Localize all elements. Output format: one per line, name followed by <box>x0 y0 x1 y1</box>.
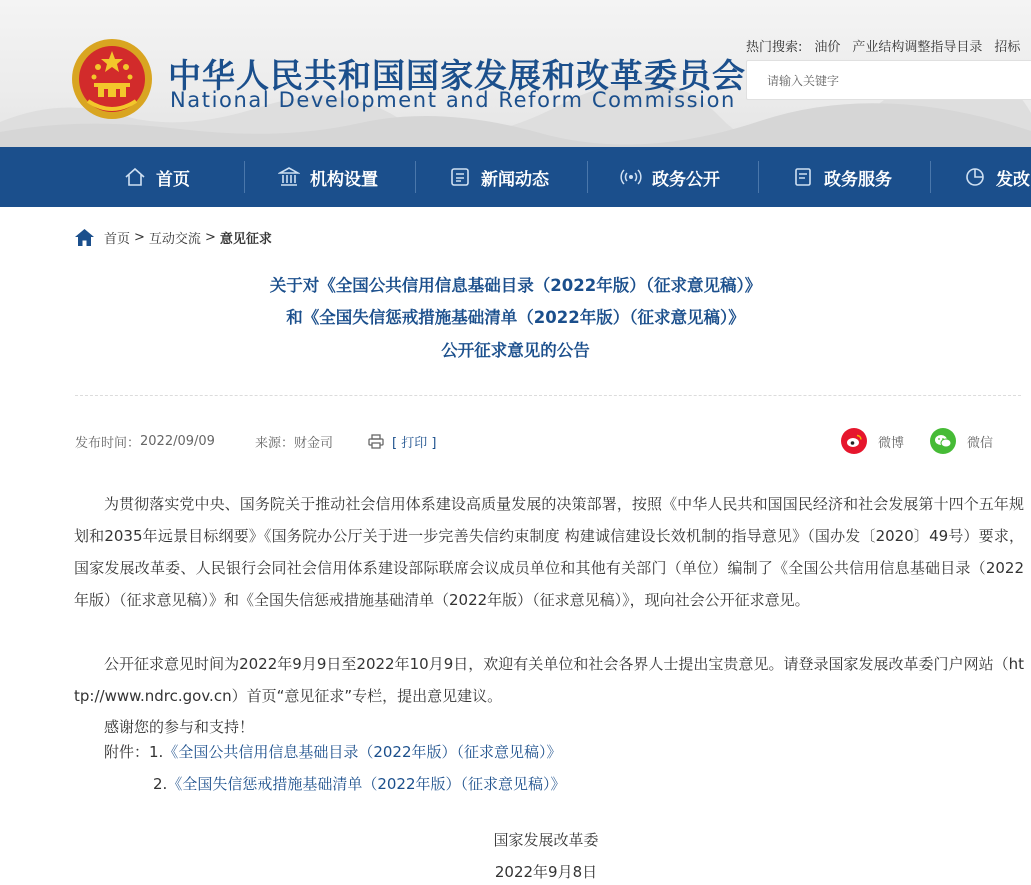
article-title-line: 和《全国失信惩戒措施基础清单（2022年版）（征求意见稿）》 <box>286 308 745 327</box>
article-paragraph: 公开征求意见时间为2022年9月9日至2022年10月9日，欢迎有关单位和社会各界人士提出宝贵意见。请登录国家发展改革委门户网站（http://www.ndrc.gov.cn）首页“意见征求”专栏，提出意见建议。 <box>74 655 1024 705</box>
nav-divider <box>244 161 245 193</box>
source-label: 来源： <box>255 436 295 451</box>
hot-search-label: 热门搜索: <box>746 40 803 55</box>
share-weibo-label: 微博 <box>878 435 905 451</box>
article-title-line: 关于对《全国公共信用信息基础目录（2022年版）（征求意见稿）》 <box>269 276 762 295</box>
nav-item-label: 政务公开 <box>652 169 720 190</box>
national-emblem-logo[interactable] <box>70 37 154 121</box>
nav-item-label: 机构设置 <box>310 169 378 190</box>
breadcrumb-separator: > <box>204 230 216 245</box>
search-box <box>746 60 1031 100</box>
share-wechat-label: 微信 <box>967 435 994 451</box>
print-button[interactable] <box>368 432 436 451</box>
publish-info <box>75 432 215 451</box>
hot-search-term[interactable]: 招标 <box>994 40 1021 55</box>
nav-item-news[interactable] <box>449 147 549 207</box>
site-header <box>0 0 1031 147</box>
pie-chart-icon <box>964 167 986 187</box>
nav-item-institution[interactable] <box>278 147 378 207</box>
printer-icon <box>368 434 384 449</box>
weibo-icon <box>841 428 867 454</box>
nav-divider <box>415 161 416 193</box>
print-label: [ 打印 ] <box>392 436 437 451</box>
institution-icon <box>278 167 300 187</box>
hot-search-term[interactable]: 油价 <box>814 40 841 55</box>
nav-item-label: 首页 <box>156 169 190 190</box>
breadcrumb-home[interactable]: 首页 <box>104 232 131 247</box>
breadcrumb-section[interactable]: 互动交流 <box>148 232 201 247</box>
document-icon <box>792 167 814 187</box>
signature-org: 国家发展改革委 <box>493 831 599 849</box>
share-weibo[interactable] <box>841 428 904 454</box>
nav-item-services[interactable] <box>792 147 892 207</box>
home-icon[interactable] <box>75 229 94 246</box>
wechat-icon <box>930 428 956 454</box>
nav-item-label: 政务服务 <box>824 169 892 190</box>
attachment-link-1[interactable]: 《全国公共信用信息基础目录（2022年版）（征求意见稿）》 <box>163 743 562 761</box>
broadcast-icon <box>620 167 642 187</box>
nav-divider <box>930 161 931 193</box>
attachment-number: 1. <box>149 743 164 761</box>
attachment-1 <box>104 736 562 768</box>
attachment-2 <box>153 768 566 800</box>
publish-date: 2022/09/09 <box>140 434 215 449</box>
search-input[interactable] <box>747 61 1029 101</box>
source-value: 财金司 <box>294 436 334 451</box>
nav-item-label: 新闻动态 <box>481 169 549 190</box>
signature-date: 2022年9月8日 <box>494 863 598 881</box>
breadcrumb-current[interactable]: 意见征求 <box>219 232 272 247</box>
news-icon <box>449 167 471 187</box>
publish-label: 发布时间： <box>75 436 141 451</box>
breadcrumb <box>75 228 272 247</box>
nav-item-label: 发改 <box>996 169 1030 190</box>
nav-item-home[interactable] <box>124 147 190 207</box>
nav-divider <box>587 161 588 193</box>
article-paragraph: 为贯彻落实党中央、国务院关于推动社会信用体系建设高质量发展的决策部署，按照《中华人民共和国国民经济和社会发展第十四个五年规划和2035年远景目标纲要》《国务院办公厅关于进一步完善失信约束制度 构建诚信建设长效机制的指导意见》（国办发〔2020〕49号）要求，国家发展改革委、人民银行会同社会信用体系建设部际联席会议成员单位和其他有关部门（单位）编制了《全国公共信用信息基础目录（2022年版）（征求意见稿）》和《全国失信惩戒措施基础清单（2022年版）（征求意见稿）》，现向社会公开征求意见。 <box>74 495 1024 609</box>
home-icon <box>124 167 146 187</box>
nav-item-gov-affairs[interactable] <box>620 147 720 207</box>
attachment-number: 2. <box>153 775 168 793</box>
source-info <box>255 432 333 451</box>
main-nav <box>0 147 1031 207</box>
thanks-text: 感谢您的参与和支持！ <box>104 718 255 736</box>
site-title-en[interactable]: National Development and Reform Commission <box>170 88 736 112</box>
nav-divider <box>758 161 759 193</box>
title-divider <box>75 395 1021 396</box>
site-title-cn[interactable]: 中华人民共和国国家发展和改革委员会 <box>168 56 746 95</box>
hot-search-term[interactable]: 产业结构调整指导目录 <box>852 40 983 55</box>
nav-item-reform[interactable] <box>964 147 1030 207</box>
breadcrumb-separator: > <box>134 230 145 245</box>
article-title-line: 公开征求意见的公告 <box>441 341 590 360</box>
attachment-link-2[interactable]: 《全国失信惩戒措施基础清单（2022年版）（征求意见稿）》 <box>167 775 566 793</box>
attachment-label: 附件： <box>104 743 150 761</box>
share-wechat[interactable] <box>930 428 993 454</box>
hot-search <box>746 36 1031 55</box>
